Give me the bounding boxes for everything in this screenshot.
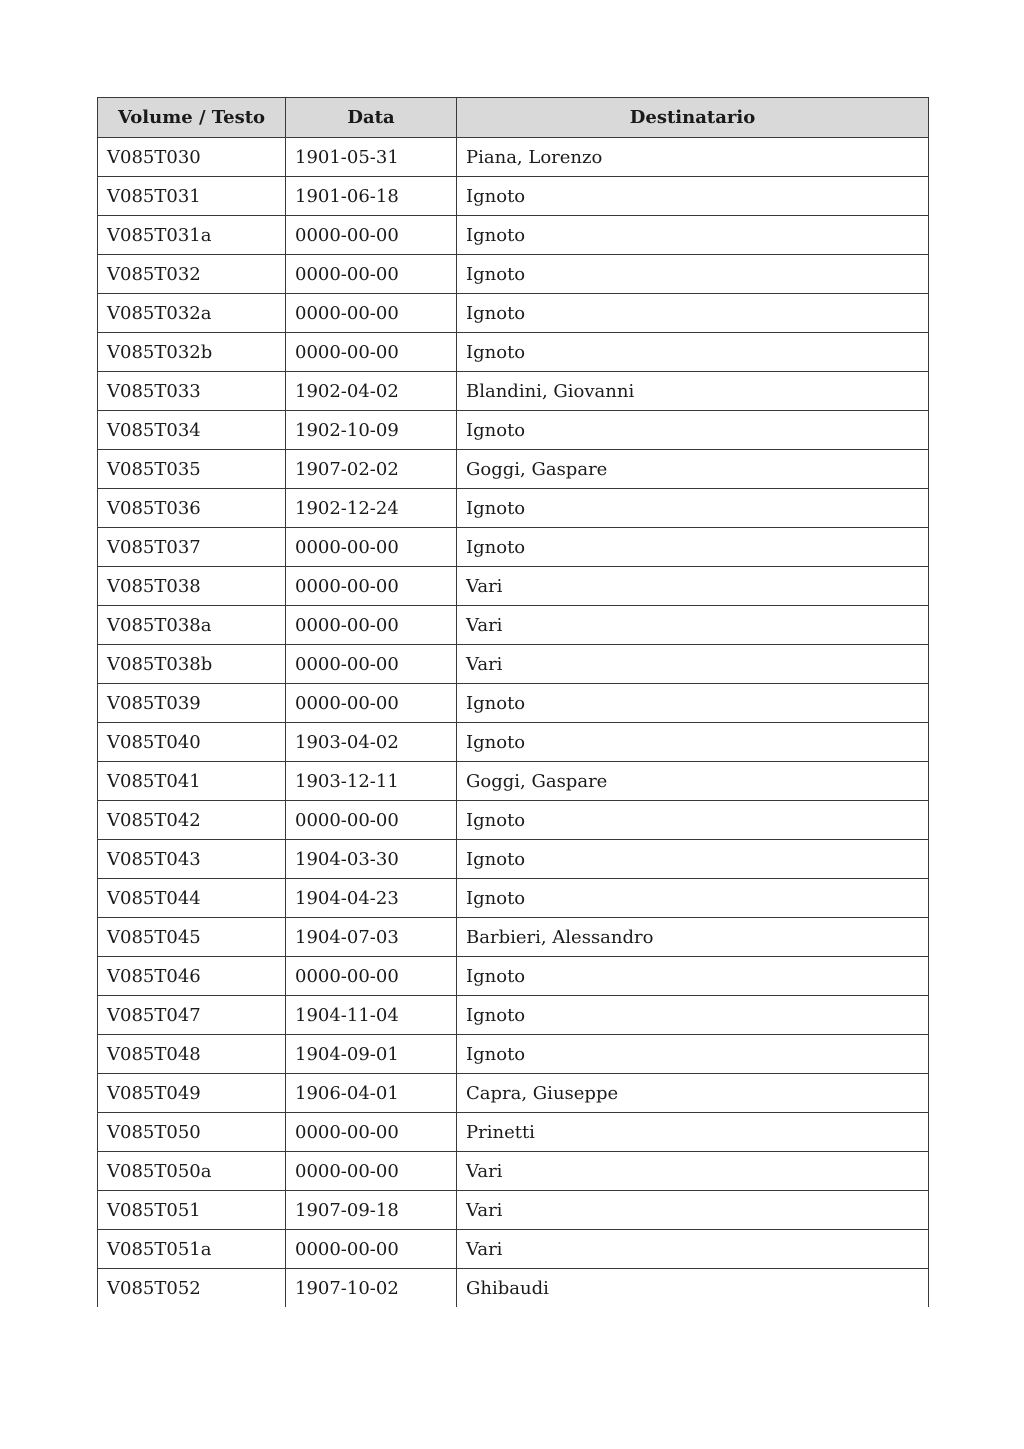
- cell-volume-testo: V085T041: [98, 762, 286, 801]
- cell-destinatario: Ignoto: [457, 489, 929, 528]
- cell-destinatario: Ignoto: [457, 723, 929, 762]
- cell-destinatario: Ignoto: [457, 957, 929, 996]
- cell-data: 0000-00-00: [286, 606, 457, 645]
- table-row: [98, 255, 929, 294]
- cell-data: 1903-04-02: [286, 723, 457, 762]
- cell-destinatario: Ignoto: [457, 840, 929, 879]
- table-row: [98, 996, 929, 1035]
- cell-volume-testo: V085T033: [98, 372, 286, 411]
- cell-destinatario: Ignoto: [457, 684, 929, 723]
- cell-destinatario: Ignoto: [457, 177, 929, 216]
- cell-destinatario: Ignoto: [457, 333, 929, 372]
- cell-volume-testo: V085T051: [98, 1191, 286, 1230]
- table-row: [98, 1230, 929, 1269]
- cell-destinatario: Ignoto: [457, 216, 929, 255]
- cell-volume-testo: V085T048: [98, 1035, 286, 1074]
- cell-destinatario: Ignoto: [457, 528, 929, 567]
- letters-table: [97, 97, 929, 1307]
- cell-destinatario: Vari: [457, 1230, 929, 1269]
- cell-data: 1901-05-31: [286, 138, 457, 177]
- table-row: [98, 1152, 929, 1191]
- cell-data: 1902-10-09: [286, 411, 457, 450]
- cell-volume-testo: V085T032a: [98, 294, 286, 333]
- cell-volume-testo: V085T035: [98, 450, 286, 489]
- cell-data: 1904-07-03: [286, 918, 457, 957]
- table-row: [98, 177, 929, 216]
- cell-destinatario: Vari: [457, 1152, 929, 1191]
- cell-data: 0000-00-00: [286, 1230, 457, 1269]
- table-row: [98, 645, 929, 684]
- cell-destinatario: Vari: [457, 645, 929, 684]
- table-row: [98, 1269, 929, 1308]
- column-header-destinatario: Destinatario: [457, 98, 929, 138]
- cell-data: 0000-00-00: [286, 333, 457, 372]
- cell-data: 0000-00-00: [286, 684, 457, 723]
- cell-data: 0000-00-00: [286, 255, 457, 294]
- cell-volume-testo: V085T044: [98, 879, 286, 918]
- cell-destinatario: Ignoto: [457, 411, 929, 450]
- cell-data: 0000-00-00: [286, 294, 457, 333]
- table-row: [98, 1035, 929, 1074]
- table-row: [98, 723, 929, 762]
- cell-volume-testo: V085T032b: [98, 333, 286, 372]
- cell-destinatario: Goggi, Gaspare: [457, 762, 929, 801]
- cell-volume-testo: V085T050: [98, 1113, 286, 1152]
- cell-volume-testo: V085T039: [98, 684, 286, 723]
- cell-destinatario: Vari: [457, 606, 929, 645]
- cell-destinatario: Vari: [457, 1191, 929, 1230]
- table-row: [98, 138, 929, 177]
- table-row: [98, 684, 929, 723]
- cell-destinatario: Ignoto: [457, 255, 929, 294]
- header-row: [98, 98, 929, 138]
- cell-data: 0000-00-00: [286, 567, 457, 606]
- table-row: [98, 762, 929, 801]
- cell-volume-testo: V085T038a: [98, 606, 286, 645]
- cell-volume-testo: V085T047: [98, 996, 286, 1035]
- table-row: [98, 1191, 929, 1230]
- cell-volume-testo: V085T038b: [98, 645, 286, 684]
- cell-volume-testo: V085T034: [98, 411, 286, 450]
- table-row: [98, 372, 929, 411]
- cell-destinatario: Ignoto: [457, 996, 929, 1035]
- cell-volume-testo: V085T051a: [98, 1230, 286, 1269]
- cell-volume-testo: V085T030: [98, 138, 286, 177]
- cell-volume-testo: V085T050a: [98, 1152, 286, 1191]
- cell-data: 0000-00-00: [286, 528, 457, 567]
- table-row: [98, 801, 929, 840]
- table-row: [98, 957, 929, 996]
- table-row: [98, 294, 929, 333]
- cell-volume-testo: V085T037: [98, 528, 286, 567]
- cell-data: 1907-09-18: [286, 1191, 457, 1230]
- cell-volume-testo: V085T049: [98, 1074, 286, 1113]
- cell-destinatario: Prinetti: [457, 1113, 929, 1152]
- table-row: [98, 840, 929, 879]
- cell-volume-testo: V085T038: [98, 567, 286, 606]
- cell-data: 1902-12-24: [286, 489, 457, 528]
- cell-data: 1901-06-18: [286, 177, 457, 216]
- table-row: [98, 216, 929, 255]
- cell-data: 1907-10-02: [286, 1269, 457, 1308]
- table-row: [98, 567, 929, 606]
- cell-volume-testo: V085T031: [98, 177, 286, 216]
- cell-data: 0000-00-00: [286, 216, 457, 255]
- cell-data: 0000-00-00: [286, 801, 457, 840]
- cell-data: 1904-11-04: [286, 996, 457, 1035]
- table-row: [98, 918, 929, 957]
- cell-data: 1904-04-23: [286, 879, 457, 918]
- cell-destinatario: Ignoto: [457, 879, 929, 918]
- cell-volume-testo: V085T040: [98, 723, 286, 762]
- table-row: [98, 489, 929, 528]
- cell-data: 0000-00-00: [286, 957, 457, 996]
- cell-destinatario: Ghibaudi: [457, 1269, 929, 1308]
- cell-destinatario: Vari: [457, 567, 929, 606]
- table-row: [98, 1074, 929, 1113]
- cell-volume-testo: V085T052: [98, 1269, 286, 1308]
- cell-data: 1906-04-01: [286, 1074, 457, 1113]
- cell-volume-testo: V085T036: [98, 489, 286, 528]
- cell-data: 1904-03-30: [286, 840, 457, 879]
- table-row: [98, 411, 929, 450]
- table-row: [98, 333, 929, 372]
- table-body: [98, 138, 929, 1308]
- table-row: [98, 528, 929, 567]
- column-header-volume-testo: Volume / Testo: [98, 98, 286, 138]
- cell-data: 1904-09-01: [286, 1035, 457, 1074]
- cell-volume-testo: V085T043: [98, 840, 286, 879]
- cell-destinatario: Ignoto: [457, 1035, 929, 1074]
- cell-volume-testo: V085T032: [98, 255, 286, 294]
- cell-data: 0000-00-00: [286, 645, 457, 684]
- cell-data: 0000-00-00: [286, 1113, 457, 1152]
- cell-destinatario: Piana, Lorenzo: [457, 138, 929, 177]
- cell-volume-testo: V085T046: [98, 957, 286, 996]
- table-row: [98, 879, 929, 918]
- cell-data: 1907-02-02: [286, 450, 457, 489]
- cell-destinatario: Blandini, Giovanni: [457, 372, 929, 411]
- cell-destinatario: Ignoto: [457, 801, 929, 840]
- table-row: [98, 1113, 929, 1152]
- cell-destinatario: Goggi, Gaspare: [457, 450, 929, 489]
- table-row: [98, 606, 929, 645]
- cell-destinatario: Barbieri, Alessandro: [457, 918, 929, 957]
- cell-destinatario: Ignoto: [457, 294, 929, 333]
- cell-destinatario: Capra, Giuseppe: [457, 1074, 929, 1113]
- cell-data: 0000-00-00: [286, 1152, 457, 1191]
- cell-volume-testo: V085T031a: [98, 216, 286, 255]
- cell-data: 1902-04-02: [286, 372, 457, 411]
- column-header-data: Data: [286, 98, 457, 138]
- cell-volume-testo: V085T042: [98, 801, 286, 840]
- cell-volume-testo: V085T045: [98, 918, 286, 957]
- table-row: [98, 450, 929, 489]
- cell-data: 1903-12-11: [286, 762, 457, 801]
